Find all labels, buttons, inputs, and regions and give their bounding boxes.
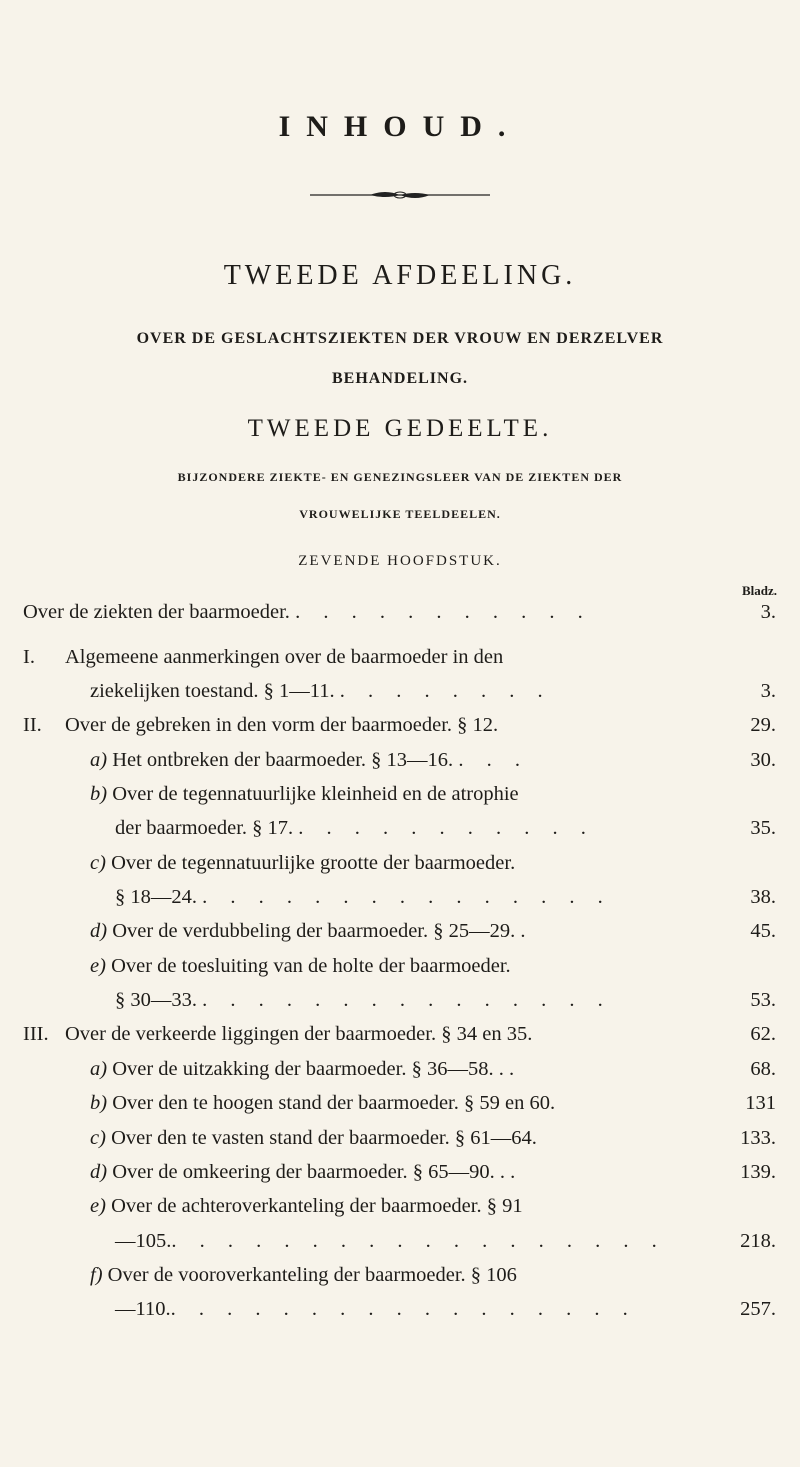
- toc-page: 68.: [750, 1058, 776, 1080]
- toc-entry-text: Over de tegennatuurlijke grootte der baarmoeder.: [111, 852, 516, 874]
- toc-roman-numeral: I.: [23, 646, 35, 668]
- part-subtitle-line2: VROUWELIJKE TEELDEELEN.: [299, 507, 501, 521]
- toc-entry-text: Over de tegennatuurlijke kleinheid en de atrophie: [112, 783, 519, 805]
- section-heading: TWEEDE AFDEELING.: [223, 260, 577, 291]
- toc-entry-text: Over den te vasten stand der baarmoeder. § 61—64.: [111, 1127, 537, 1149]
- toc-entry: [0, 711, 800, 739]
- toc-roman-numeral: II.: [23, 714, 42, 736]
- section-subtitle-line2: BEHANDELING.: [331, 370, 469, 387]
- leader-dots: . . . . . . . . . . . . . . . . . .: [171, 1230, 666, 1252]
- toc-letter: e): [90, 1195, 106, 1217]
- toc-entry: [0, 849, 800, 877]
- toc-page: 131: [745, 1092, 776, 1114]
- leader-dots: . . .: [458, 749, 529, 771]
- toc-entry-text: Over de omkeering der baarmoeder. § 65—90. . .: [112, 1161, 516, 1183]
- toc-entry-continuation: [0, 1295, 800, 1323]
- toc-entry-continuation: [0, 986, 800, 1014]
- section-subtitle-line1: OVER DE GESLACHTSZIEKTEN DER VROUW EN DERZELVER: [136, 330, 664, 347]
- toc-page: 35.: [750, 817, 776, 839]
- toc-letter: b): [90, 1092, 108, 1114]
- part-heading: TWEEDE GEDEELTE.: [247, 415, 553, 442]
- toc-entry: [0, 1020, 800, 1048]
- toc-page: 53.: [750, 989, 776, 1011]
- toc-page: 257.: [740, 1298, 776, 1320]
- toc-entry: [0, 780, 800, 808]
- toc-page: 139.: [740, 1161, 776, 1183]
- toc-entry-text: der baarmoeder. § 17.: [115, 817, 294, 839]
- page-title: INHOUD.: [278, 110, 522, 143]
- toc-entry-text: —110.: [115, 1298, 171, 1320]
- toc-page: 29.: [750, 714, 776, 736]
- toc-roman-numeral: III.: [23, 1023, 49, 1045]
- toc-page: 45.: [750, 920, 776, 942]
- toc-letter: d): [90, 1161, 108, 1183]
- leader-dots: . . . . . . . . . . . . . . .: [202, 886, 612, 908]
- toc-letter: a): [90, 1058, 108, 1080]
- toc-entry: [0, 746, 800, 774]
- toc-entry-text: ziekelijken toestand. § 1—11.: [90, 680, 335, 702]
- toc-entry-text: Over de ziekten der baarmoeder.: [23, 601, 290, 623]
- toc-letter: d): [90, 920, 108, 942]
- toc-letter: a): [90, 749, 108, 771]
- toc-entry-text: Over de verdubbeling der baarmoeder. § 25—29. .: [112, 920, 526, 942]
- toc-entry-text: Over de verkeerde liggingen der baarmoeder. § 34 en 35.: [65, 1023, 533, 1045]
- toc-entry: [0, 1124, 800, 1152]
- toc-letter: b): [90, 783, 108, 805]
- toc-entry: [0, 952, 800, 980]
- toc-page: 218.: [740, 1230, 776, 1252]
- toc-entry-continuation: [0, 883, 800, 911]
- toc-entry: [0, 917, 800, 945]
- toc-entry: [0, 1158, 800, 1186]
- leader-dots: . . . . . . . . . . . . . . .: [202, 989, 612, 1011]
- leader-dots: . . . . . . . . . . . . . . . . .: [170, 1298, 637, 1320]
- toc-page: 133.: [740, 1127, 776, 1149]
- toc-entry-text: —105.: [115, 1230, 172, 1252]
- toc-entry: [0, 1192, 800, 1220]
- toc-entry: [0, 598, 800, 626]
- toc-entry-text: Het ontbreken der baarmoeder. § 13—16.: [112, 749, 454, 771]
- toc-entry-continuation: [0, 1227, 800, 1255]
- toc-entry: [0, 1261, 800, 1289]
- toc-entry-continuation: [0, 814, 800, 842]
- toc-letter: f): [90, 1264, 103, 1286]
- chapter-heading: ZEVENDE HOOFDSTUK.: [298, 553, 502, 569]
- page-column-label: Bladz.: [741, 583, 777, 598]
- toc-entry-text: Over de gebreken in den vorm der baarmoeder. § 12.: [65, 714, 499, 736]
- toc-entry-text: Over de uitzakking der baarmoeder. § 36—58. . .: [112, 1058, 515, 1080]
- toc-entry: [0, 1055, 800, 1083]
- toc-entry-text: Over de vooroverkanteling der baarmoeder. § 106: [107, 1264, 517, 1286]
- toc-entry-text: Algemeene aanmerkingen over de baarmoeder in den: [65, 646, 504, 668]
- ornament-divider: [310, 188, 490, 202]
- part-subtitle-line1: BIJZONDERE ZIEKTE- EN GENEZINGSLEER VAN DE ZIEKTEN DER: [177, 470, 623, 484]
- toc-entry-text: § 18—24.: [115, 886, 197, 908]
- toc-entry: [0, 643, 800, 671]
- toc-entry-text: § 30—33.: [115, 989, 197, 1011]
- toc-entry-continuation: [0, 677, 800, 705]
- toc-page: 3.: [760, 601, 776, 623]
- toc-page: 30.: [750, 749, 776, 771]
- toc-entry-text: Over de toesluiting van de holte der baarmoeder.: [111, 955, 511, 977]
- toc-page: 62.: [750, 1023, 776, 1045]
- leader-dots: . . . . . . . . . . .: [298, 817, 595, 839]
- toc-entry-text: Over de achteroverkanteling der baarmoeder. § 91: [111, 1195, 523, 1217]
- toc-letter: e): [90, 955, 106, 977]
- toc-letter: c): [90, 852, 106, 874]
- toc-page: 38.: [750, 886, 776, 908]
- leader-dots: . . . . . . . .: [339, 680, 552, 702]
- toc-entry-text: Over den te hoogen stand der baarmoeder. § 59 en 60.: [112, 1092, 556, 1114]
- toc-letter: c): [90, 1127, 106, 1149]
- toc-entry: [0, 1089, 800, 1117]
- leader-dots: . . . . . . . . . . .: [295, 601, 592, 623]
- toc-page: 3.: [760, 680, 776, 702]
